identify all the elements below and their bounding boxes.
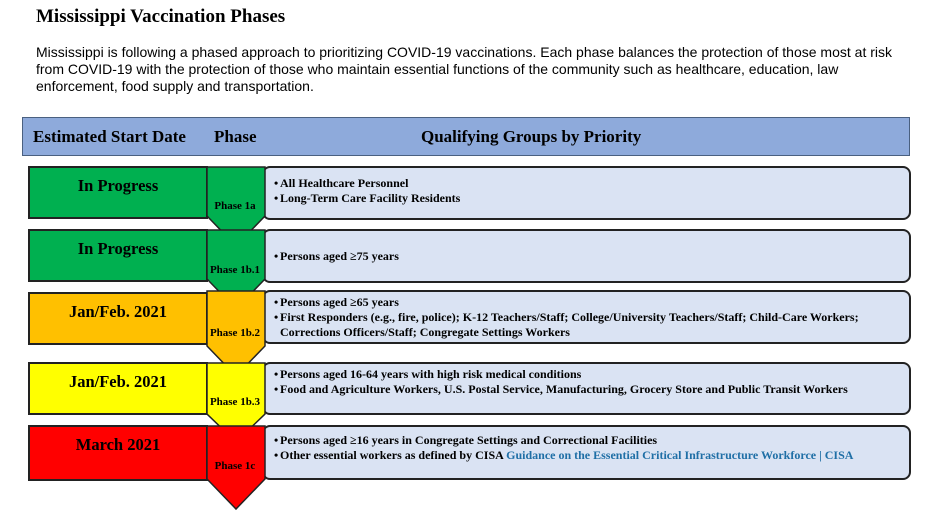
list-item: • Persons aged ≥65 years — [274, 295, 399, 309]
start-date-box: Jan/Feb. 2021 — [28, 292, 208, 345]
phase-label: Phase 1a — [214, 200, 256, 212]
list-item: • Persons aged ≥16 years in Congregate Settings and Correctional Facilities — [274, 433, 658, 447]
phase-label: Phase 1b.2 — [209, 327, 261, 339]
list-item: • All Healthcare Personnel — [274, 176, 409, 190]
list-item: • Persons aged ≥75 years — [274, 249, 399, 263]
phase-label: Phase 1b.1 — [209, 264, 261, 276]
phase-label: Phase 1b.3 — [209, 396, 261, 408]
list-item: • Persons aged 16-64 years with high risk medical conditions — [274, 367, 582, 381]
header-groups: Qualifying Groups by Priority — [421, 127, 642, 146]
list-item: • Food and Agriculture Workers, U.S. Postal Service, Manufacturing, Grocery Store and Public Transit Workers — [274, 382, 848, 396]
table-header — [22, 117, 910, 156]
header-phase: Phase — [214, 127, 257, 146]
groups-box — [262, 425, 911, 480]
intro-paragraph: Mississippi is following a phased approach to prioritizing COVID-19 vaccinations. Each phase balances the protection of those most at risk from COVID-19 with the protection of those who maintain essential functions of the community such as healthcare, education, law enforcement, food supply and transportation. — [36, 44, 892, 94]
start-date-box: Jan/Feb. 2021 — [28, 362, 208, 415]
groups-box — [262, 290, 911, 344]
start-date-box: In Progress — [28, 229, 208, 282]
page-title: Mississippi Vaccination Phases — [36, 6, 286, 27]
list-item: • Other essential workers as defined by CISA Guidance on the Essential Critical Infrastructure Workforce | CISA — [274, 448, 854, 462]
phase-label: Phase 1c — [214, 460, 256, 472]
start-date-box: March 2021 — [28, 425, 208, 481]
groups-box — [262, 166, 911, 220]
list-item: • First Responders (e.g., fire, police); K-12 Teachers/Staff; College/University Teachers/Staff; Child-Care Workers; Corrections Officers/Staff; Congregate Settings Workers — [274, 310, 859, 339]
groups-box — [262, 229, 911, 283]
start-date-box: In Progress — [28, 166, 208, 219]
header-start-date: Estimated Start Date — [33, 127, 186, 146]
groups-box — [262, 362, 911, 415]
list-item: • Long-Term Care Facility Residents — [274, 191, 461, 205]
cisa-guidance-link[interactable]: Guidance on the Essential Critical Infrastructure Workforce | CISA — [506, 448, 854, 462]
